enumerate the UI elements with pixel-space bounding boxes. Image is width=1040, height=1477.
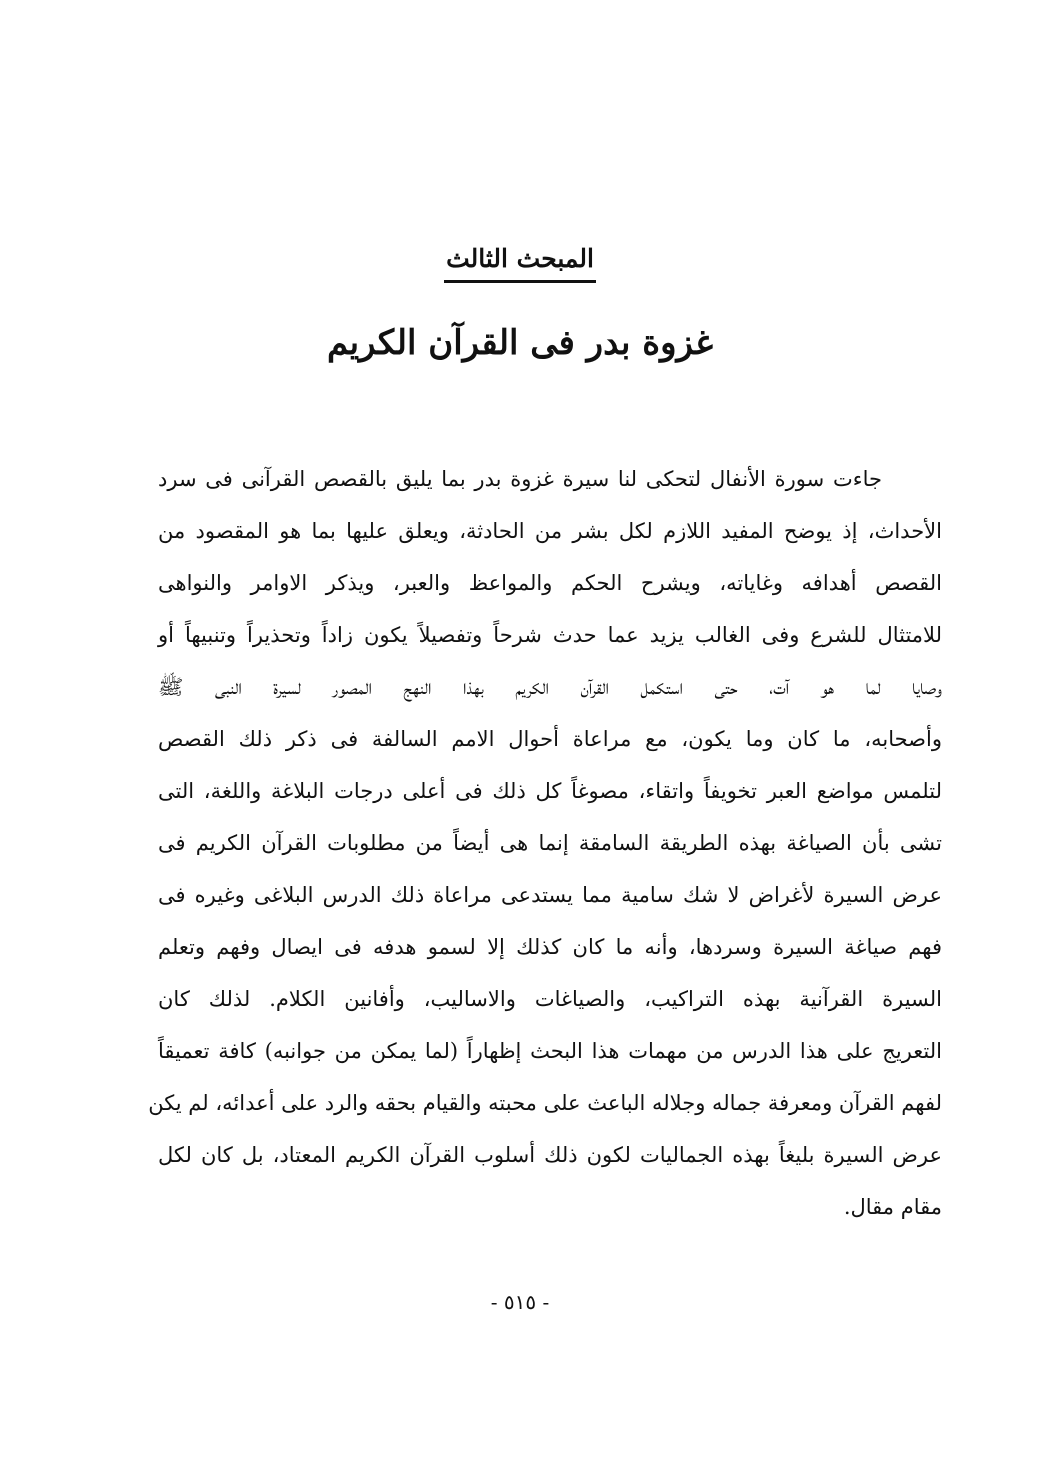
paragraph-line: جاءت سورة الأنفال لتحكى لنا سيرة غزوة بدر بما يليق بالقصص القرآنى فى سرد (158, 467, 882, 491)
paragraph-line: تشى بأن الصياغة بهذه الطريقة السامقة إنما هى أيضاً من مطلوبات القرآن الكريم فى (158, 831, 942, 855)
paragraph-line: وصايا لما هو آت، حتى استكمل القرآن الكريم بهذا النهج المصور لسيرة النبى ﷺ (158, 675, 942, 699)
paragraph-line: مقام مقال. (843, 1195, 942, 1219)
paragraph-line: عرض السيرة بليغاً بهذه الجماليات لكون ذلك أسلوب القرآن الكريم المعتاد، بل كان لكل (158, 1143, 942, 1167)
page-number: - ٥١٥ - (490, 1290, 550, 1314)
section-heading-text: المبحث الثالث (444, 242, 596, 283)
body-paragraph (148, 456, 942, 1236)
paragraph-line: السيرة القرآنية بهذه التراكيب، والصياغات والاساليب، وأفانين الكلام. لذلك كان (158, 987, 942, 1011)
chapter-title: غزوة بدر فى القرآن الكريم (326, 323, 714, 363)
paragraph-line: الأحداث، إذ يوضح المفيد اللازم لكل بشر من الحادثة، ويعلق عليها بما هو المقصود من (158, 519, 942, 543)
paragraph-line: لفهم القرآن ومعرفة جماله وجلاله الباعث على محبته والقيام بحقه والرد على أعدائه، لم يكن (148, 1091, 942, 1115)
paragraph-line: فهم صياغة السيرة وسردها، وأنه ما كان كذلك إلا لسمو هدفه فى ايصال وفهم وتعلم (158, 935, 942, 959)
paragraph-line: لتلمس مواضع العبر تخويفاً واتقاء، مصوغاً كل ذلك فى أعلى درجات البلاغة واللغة، التى (158, 779, 942, 803)
section-heading (0, 242, 1040, 283)
paragraph-line: عرض السيرة لأغراض لا شك سامية مما يستدعى مراعاة ذلك الدرس البلاغى وغيره فى (158, 883, 942, 907)
paragraph-line: القصص أهدافه وغاياته، ويشرح الحكم والمواعظ والعبر، ويذكر الاوامر والنواهى (158, 571, 942, 595)
paragraph-line: للامتثال للشرع وفى الغالب يزيد عما حدث شرحاً وتفصيلاً يكون زاداً وتحذيراً وتنبيهاً أو (158, 623, 942, 647)
paragraph-line: التعريج على هذا الدرس من مهمات هذا البحث إظهاراً (لما يمكن من جوانبه) كافة تعميقاً (158, 1039, 942, 1063)
paragraph-line: وأصحابه، ما كان وما يكون، مع مراعاة أحوال الامم السالفة فى ذكر ذلك القصص (158, 727, 942, 751)
